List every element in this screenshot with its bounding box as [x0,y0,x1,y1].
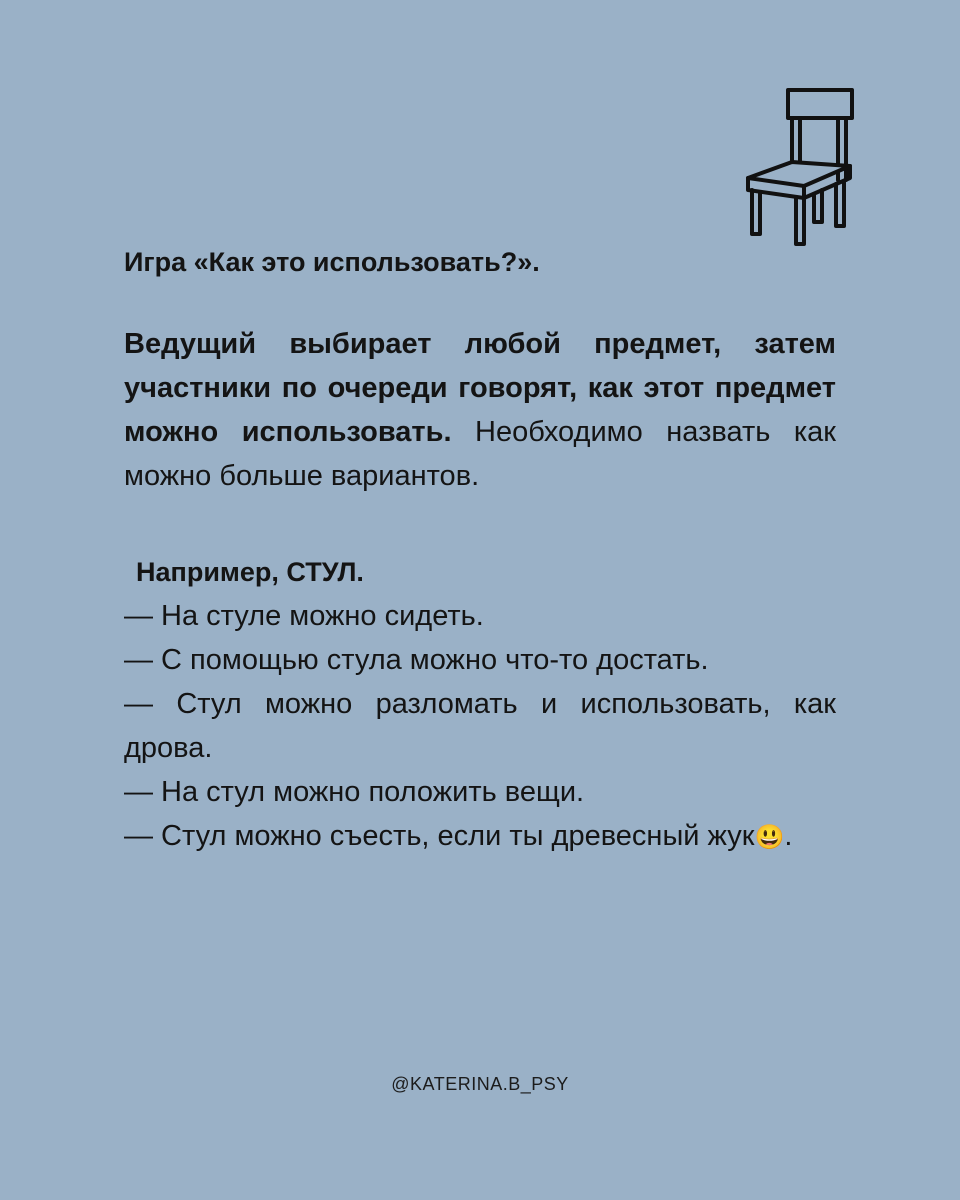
game-description [124,322,836,498]
list-item: — Стул можно разломать и использовать, как дрова. [124,688,836,764]
description-bold: Ведущий выбирает любой предмет, затем участники по очереди говорят, как этот предмет можно использовать. [124,328,836,448]
content-block [124,242,836,859]
chair-icon [740,82,858,252]
description-regular: Необходимо назвать как можно больше вариантов. [124,416,836,492]
author-handle: @KATERINA.B_PSY [391,1074,569,1094]
list-item: — На стуле можно сидеть. [124,600,484,632]
list-item-last [124,814,836,859]
list-item-text: — Стул можно съесть, если ты древесный жук [124,820,755,852]
example-heading: Например, СТУЛ. [136,557,364,587]
list-item-end: . [784,820,793,852]
list-item: — На стул можно положить вещи. [124,776,585,808]
smiley-icon: 😃 [754,823,785,851]
list-item: — С помощью стула можно что-то достать. [124,644,709,676]
game-title: Игра «Как это использовать?». [124,247,540,277]
example-list [124,594,836,859]
